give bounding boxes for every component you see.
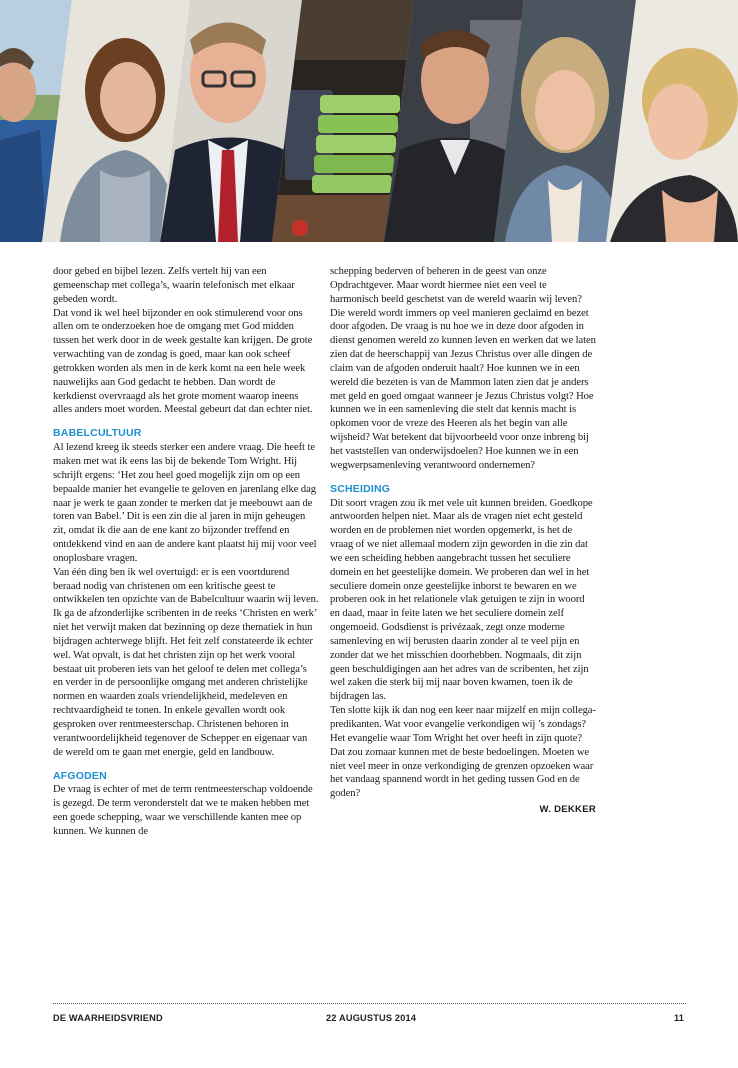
paragraph: Al lezend kreeg ik steeds sterker een andere vraag. Die heeft te maken met wat ik eens las bij de bekende Tom Wright. Hij schrijft ergens: ‘Het zou heel goed mogelijk zijn om op een bepaalde manier het evangelie te geloven en jarenlang elke dag naar je werk te gaan zonder te merken dat je meebouwt aan de toren van Babel.’ Dit is een zin die al jaren in mijn geheugen zit, omdat ik die aan de ene kant zo bijzonder treffend en ontdekkend vind en aan de andere kant plaatst hij mij voor veel onoplosbare vragen. — [53, 442, 317, 564]
photo-collage — [0, 0, 738, 242]
article-column-right — [330, 265, 596, 817]
footer-date: 22 AUGUSTUS 2014 — [326, 1013, 417, 1023]
paragraph: Dit soort vragen zou ik met vele uit kunnen breiden. Goedkope antwoorden helpen niet. Maar als de vragen niet echt gesteld worden en de problemen niet worden opgemerkt, is het de vraag of we niet allemaal modern zijn geworden in die zin dat we een scheiding hebben aangebracht tussen het seculiere domein en het geestelijke domein. We proberen dan wel in het seculiere domein onze geestelijke inborst te bewaren en we proberen ook in het relationele vlak getuigen te zijn in woord en daad, maar in feite laten we het seculiere domein zelf ongemoeid. Godsdienst is privézaak, zegt onze moderne samenleving en wij berusten daarin zonder al te veel pijn en zonder dat we het misschien doorhebben. Nogmaals, dit zijn geen beschuldigingen aan het adres van de scribenten, het zijn wel zaken die sterk bij mij naar boven kwamen, toen ik de bijdragen las. — [330, 497, 593, 703]
article-column-left — [53, 265, 319, 839]
paragraph: Dat vond ik wel heel bijzonder en ook stimulerend voor ons allen om te onderzoeken hoe de omgang met God midden tussen het werk door in de week gestalte kan krijgen. De grote verwachting van de zondag is goed, maar kan ook scheef getrokken worden als men in de kerk komt na een hele week nauwelijks aan God gedacht te hebben. Dan wordt de kerkdienst overvraagd als het grote moment waarop ineens alles anders moet worden. Meestal gebeurt dat dan echter niet. — [53, 307, 313, 416]
paragraph: door gebed en bijbel lezen. Zelfs vertelt hij van een gemeenschap met collega’s, waarin telefonisch met elkaar gebeden wordt. — [53, 266, 295, 305]
paragraph: De vraag is echter of met de term rentmeesterschap voldoende is gezegd. De term veronderstelt dat we te maken hebben met een goede schepping, waar we verschillende kanten mee op kunnen. We kunnen de — [53, 784, 313, 837]
page-number: 11 — [674, 1013, 685, 1023]
section-heading-scheiding: SCHEIDING — [330, 482, 391, 495]
section-heading-babelcultuur: BABELCULTUUR — [53, 427, 142, 440]
paragraph: Die wereld wordt immers op veel manieren geclaimd en bezet door afgoden. De vraag is nu hoe we in deze door afgoden in dienst genomen wereld zo kunnen leven en werken dat we laten zien dat de heerschappij van Jezus Christus over alle dingen de claim van de afgoden onderuit haalt? Hoe kunnen we in een wereld die bezeten is van de Mammon laten zien dat je anders met geld en goed omgaat wanneer je Jezus Christus volgt? Hoe kunnen we in een samenleving die stelt dat kennis macht is opkomen voor de vreze des Heeren als het begin van alle wijsheid? Wat betekent dat bijvoorbeeld voor onze inbreng bij het vaststellen van onderwijsdoelen? Hoe kunnen we in een wegwerpsamenleving verantwoord ondernemen? — [330, 307, 596, 471]
paragraph: schepping bederven of beheren in de geest van onze Opdrachtgever. Maar wordt hiermee niet een veel te harmonisch beeld geschetst van de wereld waarin wij leven? — [330, 266, 582, 305]
section-heading-afgoden: AFGODEN — [53, 769, 107, 782]
photo-banner — [0, 0, 738, 242]
paragraph: Van één ding ben ik wel overtuigd: er is een voortdurend beraad nodig van christenen om een kritische geest te ontwikkelen ten opzichte van de Babelcultuur waarin wij leven. Ik ga de afzonderlijke scribenten in de reeks ‘Christen en werk’ niet het verwijt maken dat bezinning op deze thematiek in hun bijdragen achterwege blijft. Het feit zelf constateerde ik echter wel. Wat opvalt, is dat het christen zijn op het werk vooral bestaat uit proberen iets van het geloof te delen met collega’s en verder in de persoonlijke omgang met anderen christelijke normen en waarden zoals vriendelijkheid, medeleven en rechtvaardigheid te tonen. In enkele gevallen wordt ook gesproken over rentmeesterschap. Christenen behoren in verantwoordelijkheid tegenover de Schepper en eigenaar van de wereld om te gaan met energie, geld en landbouw. — [53, 566, 319, 758]
paragraph: Ten slotte kijk ik dan nog een keer naar mijzelf en mijn collega-predikanten. Wat voor evangelie verkondigen wij ’s zondags? Het evangelie waar Tom Wright het over heeft in zijn quote? Dat zou zomaar kunnen met de beste bedoelingen. Moeten we niet veel meer in onze verkondiging de grenzen opzoeken waar het vandaag spannend wordt in het geding tussen God en de goden? — [330, 705, 596, 800]
author-signature: W. DEKKER — [539, 804, 596, 816]
footer-divider — [53, 1003, 686, 1004]
footer-publication: DE WAARHEIDSVRIEND — [53, 1013, 163, 1023]
